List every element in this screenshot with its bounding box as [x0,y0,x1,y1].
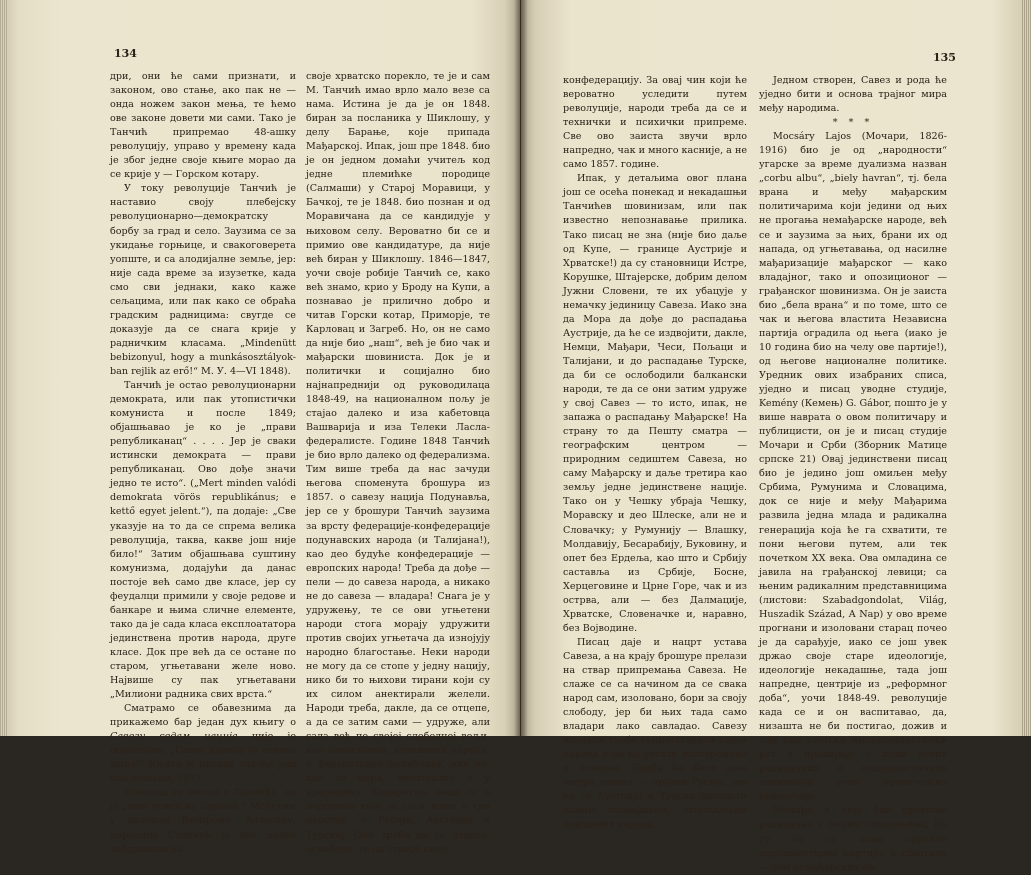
left-page-column-2 [306,70,490,857]
right-page-column-2 [759,74,947,875]
paragraph: Понекад се мисли о Танчићу, да је „наш човек из Барање.“ Међутим у далеком Веспрему, Ачтесеру, породица Станчић је већ давно заборавила на [110,787,296,855]
author-name: Mocsáry Lajos [773,131,852,143]
section-divider: * * * [832,117,874,129]
text-run: , пошто је у више наврата о овом политичару и публицисти, он је и писац студије Мочари и Срби (Зборник Матице српске 21) Овај јединствени писац био је једино још омиљен међу Србима, Румунима и Словацима, док се није и међу Мађарима развила једна млада и радикална генерација која ће га схватити, те пони његови путем, али тек почетком XX века. Ова омладина се јавила на грађанској левици; са њеним радикалним представницима (листови: Szabadgondolat, Világ, Huszadik Század, A Nap) у ово време прогнани и изоловани старац почео је да сарађује, иако се још увек држао своје старе идеологије, идеологије некадашње, тада још напредне, центрије из „реформног доба“, уочи 1848-49. револуције када се и он васпитавао, да, низашта не би постигао, дожив и сам при светски империјалистички рат и продираје у пони левих радикалних и социјалистичких елемената уочи пролетерске револуције. [759,398,947,803]
paragraph: Танчић је остао револуционарни демократа, или пак утопистички комуниста и после 1849; објашњавао је ко је „прави републиканац“ . . . . Јер је сваки истински демократа — прави републиканац. Ово дође значи једно те исто“. („Mert minden valódi demokrata vörös republikánus; e kettő egyet jelent.“), па додаје: „Све указује на то да се спрема велика револуција, таква, какве још није било!“ Затим објашњава суштину комунизма, додајући да данас постоје већ само две класе, јер су феудалци примили у своје редове и банкаре и њима сличне елементе, тако да је сада класа експлоататора јединствена против народа, друге класе. Док пре већ да се остане по старом, угњетавани желе ново. Највише су пак угњетавани „Милиони радника свих врста.“ [110,380,296,701]
paragraph: своје хрватско порекло, те је и сам М. Танчић имао врло мало везе са нама. Истина је да је он 1848. биран за посланика у Шиклошу, у делу Барање, које припада Мађарској. Ипак, још пре 1848. био је он једном домаћи учитељ код једне племићке породице (Салмаши) у Старој Моравици, у Бачкој, те је 1848. био познан и од Моравичана да се кандидује у њиховом селу. Вероватно би се и примио ове кандидатуре, да није већ биран у Шиклошу. 1846—1847, уочи своје робије Танчић се, како већ знамо, крио у Броду на Купи, а познавао је прилично добро и читав Горски котар, Приморје, те Карловац и Загреб. Но, он не само да није био „наш“, већ је био чак и мађарски шовиниста. Док је и политички и социјално био најнапреднији од руководилаца 1848-49, на националном пољу је стајао далеко и иза кабетовца Вашваријa и иза Телеки Ласла-федералисте. Године 1848 Танчић је био врло далеко од федерализма. Тим више треба да нас зачуди његова споменута брошура из 1857. о савезу нација Подунавља, јер се у брошури Танчић заузима за врсту федерације-конфедерације подунавских народа (и Талијана!), као део будуће конфедерације — европских народа! Треба да дође — пели — до савеза народа, а никако не до савеза — владара! Снага је у удружењу, те се ови угњетени народи стога морају удружити против својих угњетача да изнојују народно благостање. Неки народи не могу да се стопе у једну нацију, нико би то њихови тирани који су их силом анектирали желели. Народи треба, дакле, да се отцепе, а да се затим сами — удруже, али сада већ по својој слободној вољи, као самостални, независни народи, у федеративну републику, али не, као се мора, евентуално и у краљевину. Конкретно, пади се о народима који за сада живе у три царства: у Русији, Аустрији и Турској. Они треба да се отцепе, ослободе, те да створе своју [306,71,490,855]
paragraph [110,702,296,786]
left-page-number: 134 [114,47,137,60]
paragraph: Писац даје и нацрт устава Савеза, а на крају брошуре прелази на ствар припремања Савеза. Не слаже се са начином да се свака народ сам, изоловано, бори за своју слободу, јер би њих тада само владари лако савладао. Савезу владара треба супротставити савез народа који ће устати истовремено и повезан. Борба ће бити јако оштра једино — против Русије, јер ће се Аустрија и Турска распасти самим издвајањем, отцепљењем појединих народа. [563,636,747,831]
left-page-column-1 [110,70,296,857]
text-run: (Мочари, 1826-1916) био је од „народности“ угарске за време дуализма назван „corbu albu“, „biely havran“, тј. бела врана и међу мађарским политичарима који једини од њих не прогања немађарске народе, већ се и заузима за њих, брани их од напада, од угњетавања, од насилне мађаризације мађарског — како владајног, тако и опозиционог — грађанског шовинизма. Он је заиста био „бела врана“ и по томе, што се чак и његова властита Независна партија оградила од њега (иако је 10 година био на челу ове партије!), од његове националне политике. Уредник ових изабраних списа, уједно и писац уводне студије, [759,131,948,396]
paragraph: конфедерацију. За овај чин који ће вероватно уследити путем револуције, народи треба да се и технички и психички припреме. Све ово заиста звучи врло напредно, чак и много касније, а не само 1857. године. [563,75,748,171]
right-page-column-1 [563,74,747,833]
right-page-edge [1021,0,1031,736]
right-page-number: 135 [933,51,956,64]
left-page [0,0,520,855]
text-run: Сматрамо се обавезнима да прикажемо бар један дух књигу о [110,703,296,729]
editor-name: Kemény (Кемењ) G. Gábor [759,398,889,410]
paragraph: У току револуције Танчић је наставио своју плебејску револуционарно—демократску борбу за град и село. Заузима се за укидање горњице, и свакоговерета уопште, и са алодијалне земље, јер: није сада време за изузетке, када смо сви једнаки, како каже сељацима, или пак како се обраћа градским радницима: свугде се доказује да се снага крије у радничким класама. „Mindenütt bebizonyul, hogy a munkásosztályok-ban rejlik az erő!“ М. У. 4—VI 1848). [110,183,296,377]
paragraph: Ипак, у детаљима овог плана још се осећа понекад и некадашњи Танчићев шовинизам, или пак известно непознавање прилика. Тако писац не зна (није био даље од Купе, — границе Аустрије и Хрватске!) да су становници Истре, Корушке, Штајерске, добрим делом Јужни Словени, те их убацује у немачку јединицу Савеза. Иако зна да Мора да дође до распадања Аустрије, да ће се издвојити, дакле, Немци, Мађари, Чеси, Пољаци и Талијани, и до распадање Турске, да би се ослободили балкански народи, те да се они затим удруже у свој Савез — то исто, ипак, не запажа о распадању Мађарске! На страну то да Пешту сматра — географским центром — природним седиштем Савеза, но саму Мађарску и даље третира као земљу једне јединствене нације. Тако он у Чешку убраја Чешку, Моравску и део Шлеске, али не и Словачку; у Румунију — Влашку, Молдавију, Бесарабију, Буковину, и опет без Ердеља, као што и Србију саставља из Србије, Босне, Херцеговине и Црне Горе, чак и из острва, али — без Далмације, Хрватске, Словеначке и, наравно, без Војводине. [563,173,747,634]
paragraph: дри, они ће сами признати, и законом, ово стање, ако пак не — онда ножем закон мења, те ћемо ове законе довети ми сами. Тако је Танчић припремао 48-ашку револуцију, управо у времену када је због једне своје књиге морао да се крије у — Горском котару. [110,71,296,181]
paragraph [759,130,947,804]
book-gutter [514,0,528,736]
book-title: Савезу седам нација [110,731,238,743]
paragraph: Једном створен, Савез и рода ће уједно бити и основа трајног мира међу народима. [759,75,947,115]
left-page-edge [0,0,8,736]
right-page [521,0,1031,873]
paragraph: Мочари и није био превише радикалан у својим схватањима, Да су га се ипак одрекле парламентарне партије, а схватали — сем немађарских на- [759,805,947,873]
text-run: чије је поднаслов: „Савез народа је основа мира!“ Књига је писана такође још под земљом, 1857. [110,731,296,785]
